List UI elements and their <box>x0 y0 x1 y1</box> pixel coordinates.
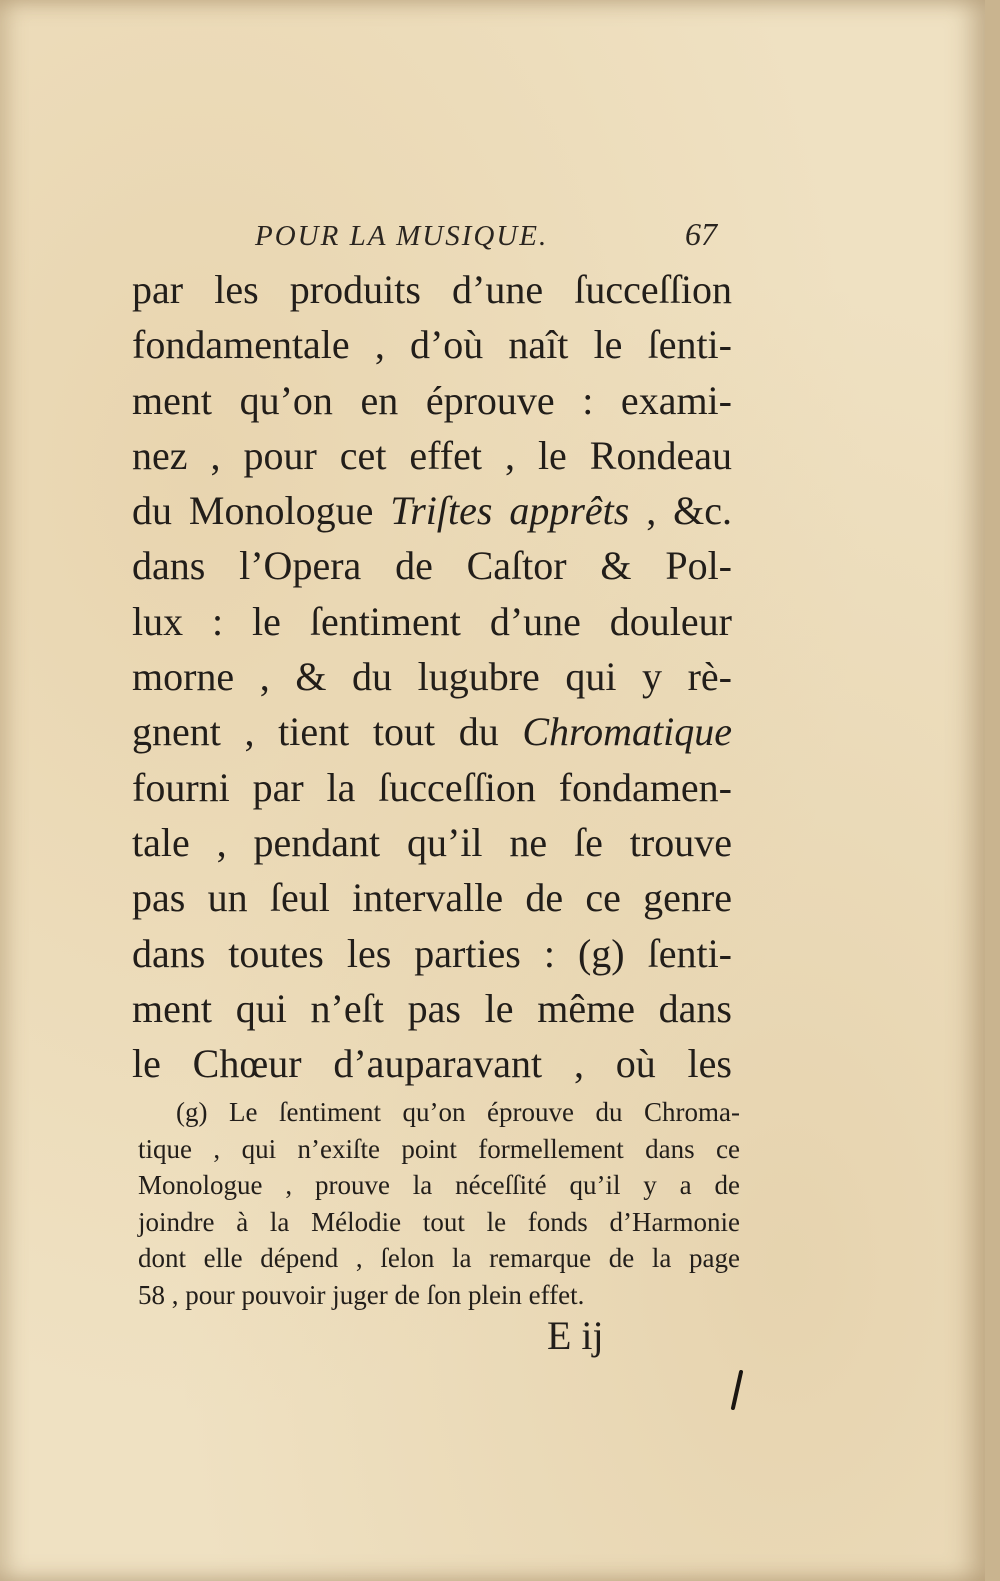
text-line: ment qu’on en éprouve : exami- <box>132 377 732 423</box>
signature-mark: E ij <box>547 1313 604 1358</box>
text-line: par les produits d’une ſucceſſion <box>132 267 732 312</box>
text-segment: gnent , tient tout du <box>132 709 523 755</box>
page-header <box>255 212 755 262</box>
text-line: pas un ſeul intervalle de ce genre <box>132 875 732 921</box>
italic-term: Chromatique <box>522 709 732 755</box>
footnote-line: dont elle dépend , ſelon la remarque de la page <box>138 1243 740 1273</box>
text-line: nez , pour cet effet , le Rondeau <box>132 432 732 478</box>
text-line: tale , pendant qu’il ne ſe trouve <box>132 819 732 865</box>
footnote-line: 58 , pour pouvoir juger de ſon plein effet. <box>138 1279 585 1310</box>
footnote-line: Monologue , prouve la néceſſité qu’il y a de <box>138 1170 740 1200</box>
main-text <box>132 262 732 1091</box>
text-segment: du Monologue <box>132 488 391 534</box>
ink-stroke-icon <box>730 1370 744 1410</box>
text-line <box>132 704 732 759</box>
text-line: ment qui n’eſt pas le même dans <box>132 985 732 1031</box>
footnote-line: joindre à la Mélodie tout le fonds d’Harmonie <box>138 1206 740 1237</box>
text-segment: , &c. <box>629 488 732 534</box>
running-head: POUR LA MUSIQUE. <box>255 220 549 252</box>
footnote <box>138 1094 740 1313</box>
footnote-line: tique , qui n’exiſte point formellement dans ce <box>138 1133 740 1164</box>
text-line: fondamentale , d’où naît le ſenti- <box>132 322 732 368</box>
text-line: dans toutes les parties : (g) ſenti- <box>132 930 732 976</box>
text-line: morne , & du lugubre qui y rè- <box>132 654 732 700</box>
text-line: le Chœur d’auparavant , où les <box>132 1041 732 1087</box>
text-line: fourni par la ſucceſſion fondamen- <box>132 764 732 810</box>
italic-title: Triſtes apprêts <box>390 488 630 534</box>
page-number: 67 <box>685 216 717 252</box>
text-line: lux : le ſentiment d’une douleur <box>132 598 732 644</box>
text-line <box>132 483 732 538</box>
text-line: dans l’Opera de Caſtor & Pol- <box>132 543 732 589</box>
footnote-line: (g) Le ſentiment qu’on éprouve du Chroma- <box>176 1097 740 1127</box>
